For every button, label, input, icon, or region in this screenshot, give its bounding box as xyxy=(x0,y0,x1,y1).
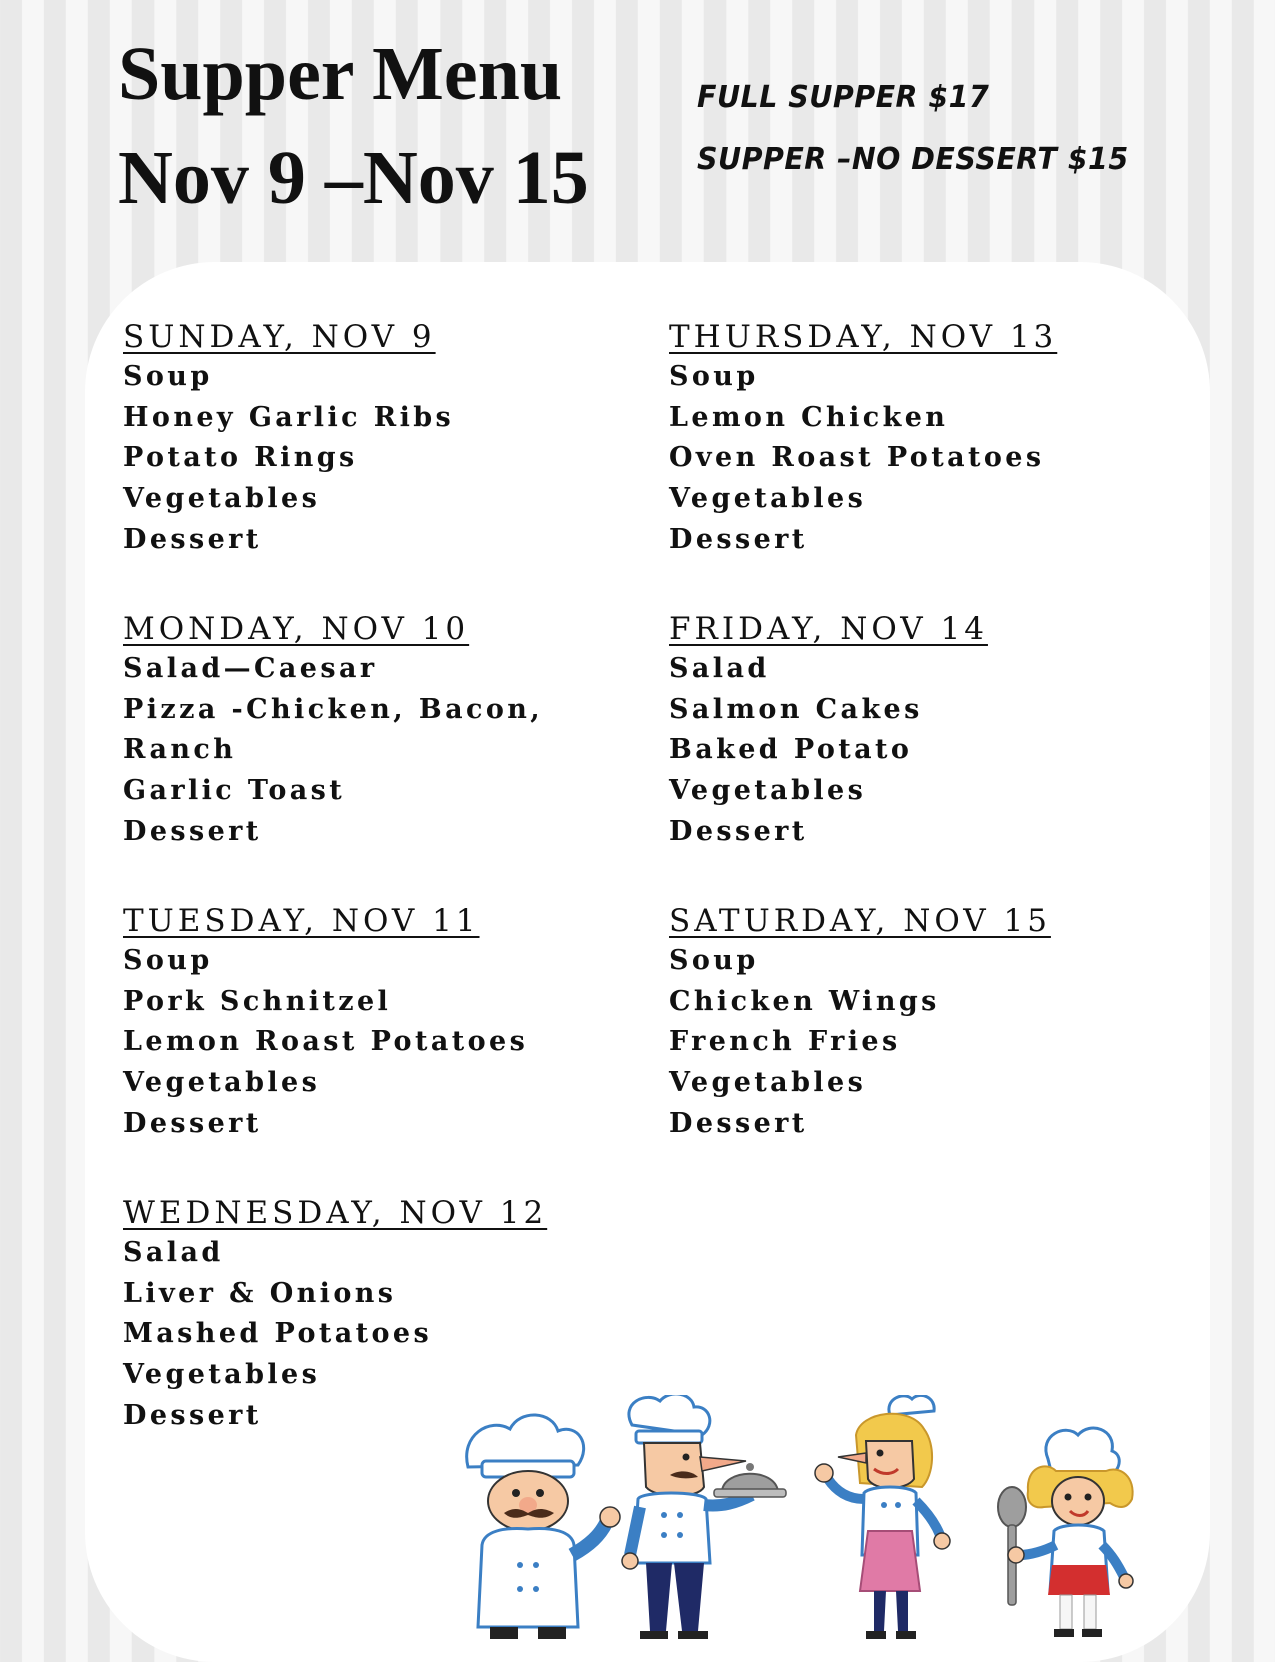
menu-item: French Fries xyxy=(669,1026,901,1058)
day-thursday xyxy=(669,317,1189,561)
day-heading: THURSDAY, NOV 13 xyxy=(669,319,1058,355)
day-saturday xyxy=(669,901,1189,1145)
menu-item: Salmon Cakes xyxy=(669,693,923,725)
menu-item: Vegetables xyxy=(669,483,867,515)
chef-mustache-icon xyxy=(467,1415,620,1639)
day-heading: MONDAY, NOV 10 xyxy=(123,611,470,647)
menu-title: Supper Menu xyxy=(118,32,563,116)
menu-item: Soup xyxy=(669,361,759,392)
menu-item: Salad xyxy=(123,1237,224,1268)
menu-item: Salad xyxy=(669,653,770,684)
menu-item: Baked Potato xyxy=(669,734,913,766)
menu-item: Vegetables xyxy=(669,1067,867,1099)
menu-item: Garlic Toast xyxy=(123,775,346,807)
menu-item: Vegetables xyxy=(123,1359,321,1391)
menu-item: Ranch xyxy=(123,734,237,766)
price-no-dessert: SUPPER –NO DESSERT $15 xyxy=(697,142,1129,177)
menu-item: Dessert xyxy=(669,1107,808,1139)
menu-item: Dessert xyxy=(669,815,808,847)
menu-date-range: Nov 9 –Nov 15 xyxy=(118,136,589,220)
day-sunday xyxy=(123,317,643,561)
menu-item: Lemon Roast Potatoes xyxy=(123,1026,529,1058)
day-friday xyxy=(669,609,1189,853)
price-full-supper: FULL SUPPER $17 xyxy=(697,80,990,115)
menu-item: Dessert xyxy=(123,815,262,847)
chef-cloche-icon xyxy=(622,1395,786,1639)
day-tuesday xyxy=(123,901,643,1145)
menu-item: Soup xyxy=(123,361,213,392)
menu-item: Soup xyxy=(669,945,759,976)
menu-item: Chicken Wings xyxy=(669,985,940,1017)
menu-item: Pizza -Chicken, Bacon, xyxy=(123,693,544,725)
day-heading: WEDNESDAY, NOV 12 xyxy=(123,1195,548,1231)
day-heading: SATURDAY, NOV 15 xyxy=(669,903,1051,939)
chef-girl-spoon-icon xyxy=(998,1428,1133,1637)
menu-item: Dessert xyxy=(123,1107,262,1139)
menu-item: Honey Garlic Ribs xyxy=(123,401,455,433)
menu-item: Salad—Caesar xyxy=(123,653,378,684)
menu-item: Potato Rings xyxy=(123,442,358,474)
menu-item: Lemon Chicken xyxy=(669,401,949,433)
menu-item: Pork Schnitzel xyxy=(123,985,392,1017)
menu-item: Dessert xyxy=(669,523,808,555)
menu-item: Oven Roast Potatoes xyxy=(669,442,1045,474)
menu-item: Vegetables xyxy=(669,775,867,807)
menu-item: Mashed Potatoes xyxy=(123,1318,433,1350)
day-heading: TUESDAY, NOV 11 xyxy=(123,903,480,939)
day-heading: FRIDAY, NOV 14 xyxy=(669,611,988,647)
menu-item: Vegetables xyxy=(123,483,321,515)
day-monday xyxy=(123,609,643,853)
menu-item: Liver & Onions xyxy=(123,1277,397,1309)
day-heading: SUNDAY, NOV 9 xyxy=(123,319,436,355)
menu-item: Vegetables xyxy=(123,1067,321,1099)
menu-item: Dessert xyxy=(123,523,262,555)
menu-item: Soup xyxy=(123,945,213,976)
menu-item: Dessert xyxy=(123,1399,262,1431)
cartoon-chefs-illustration xyxy=(460,1395,1180,1650)
chef-woman-icon xyxy=(815,1395,950,1639)
